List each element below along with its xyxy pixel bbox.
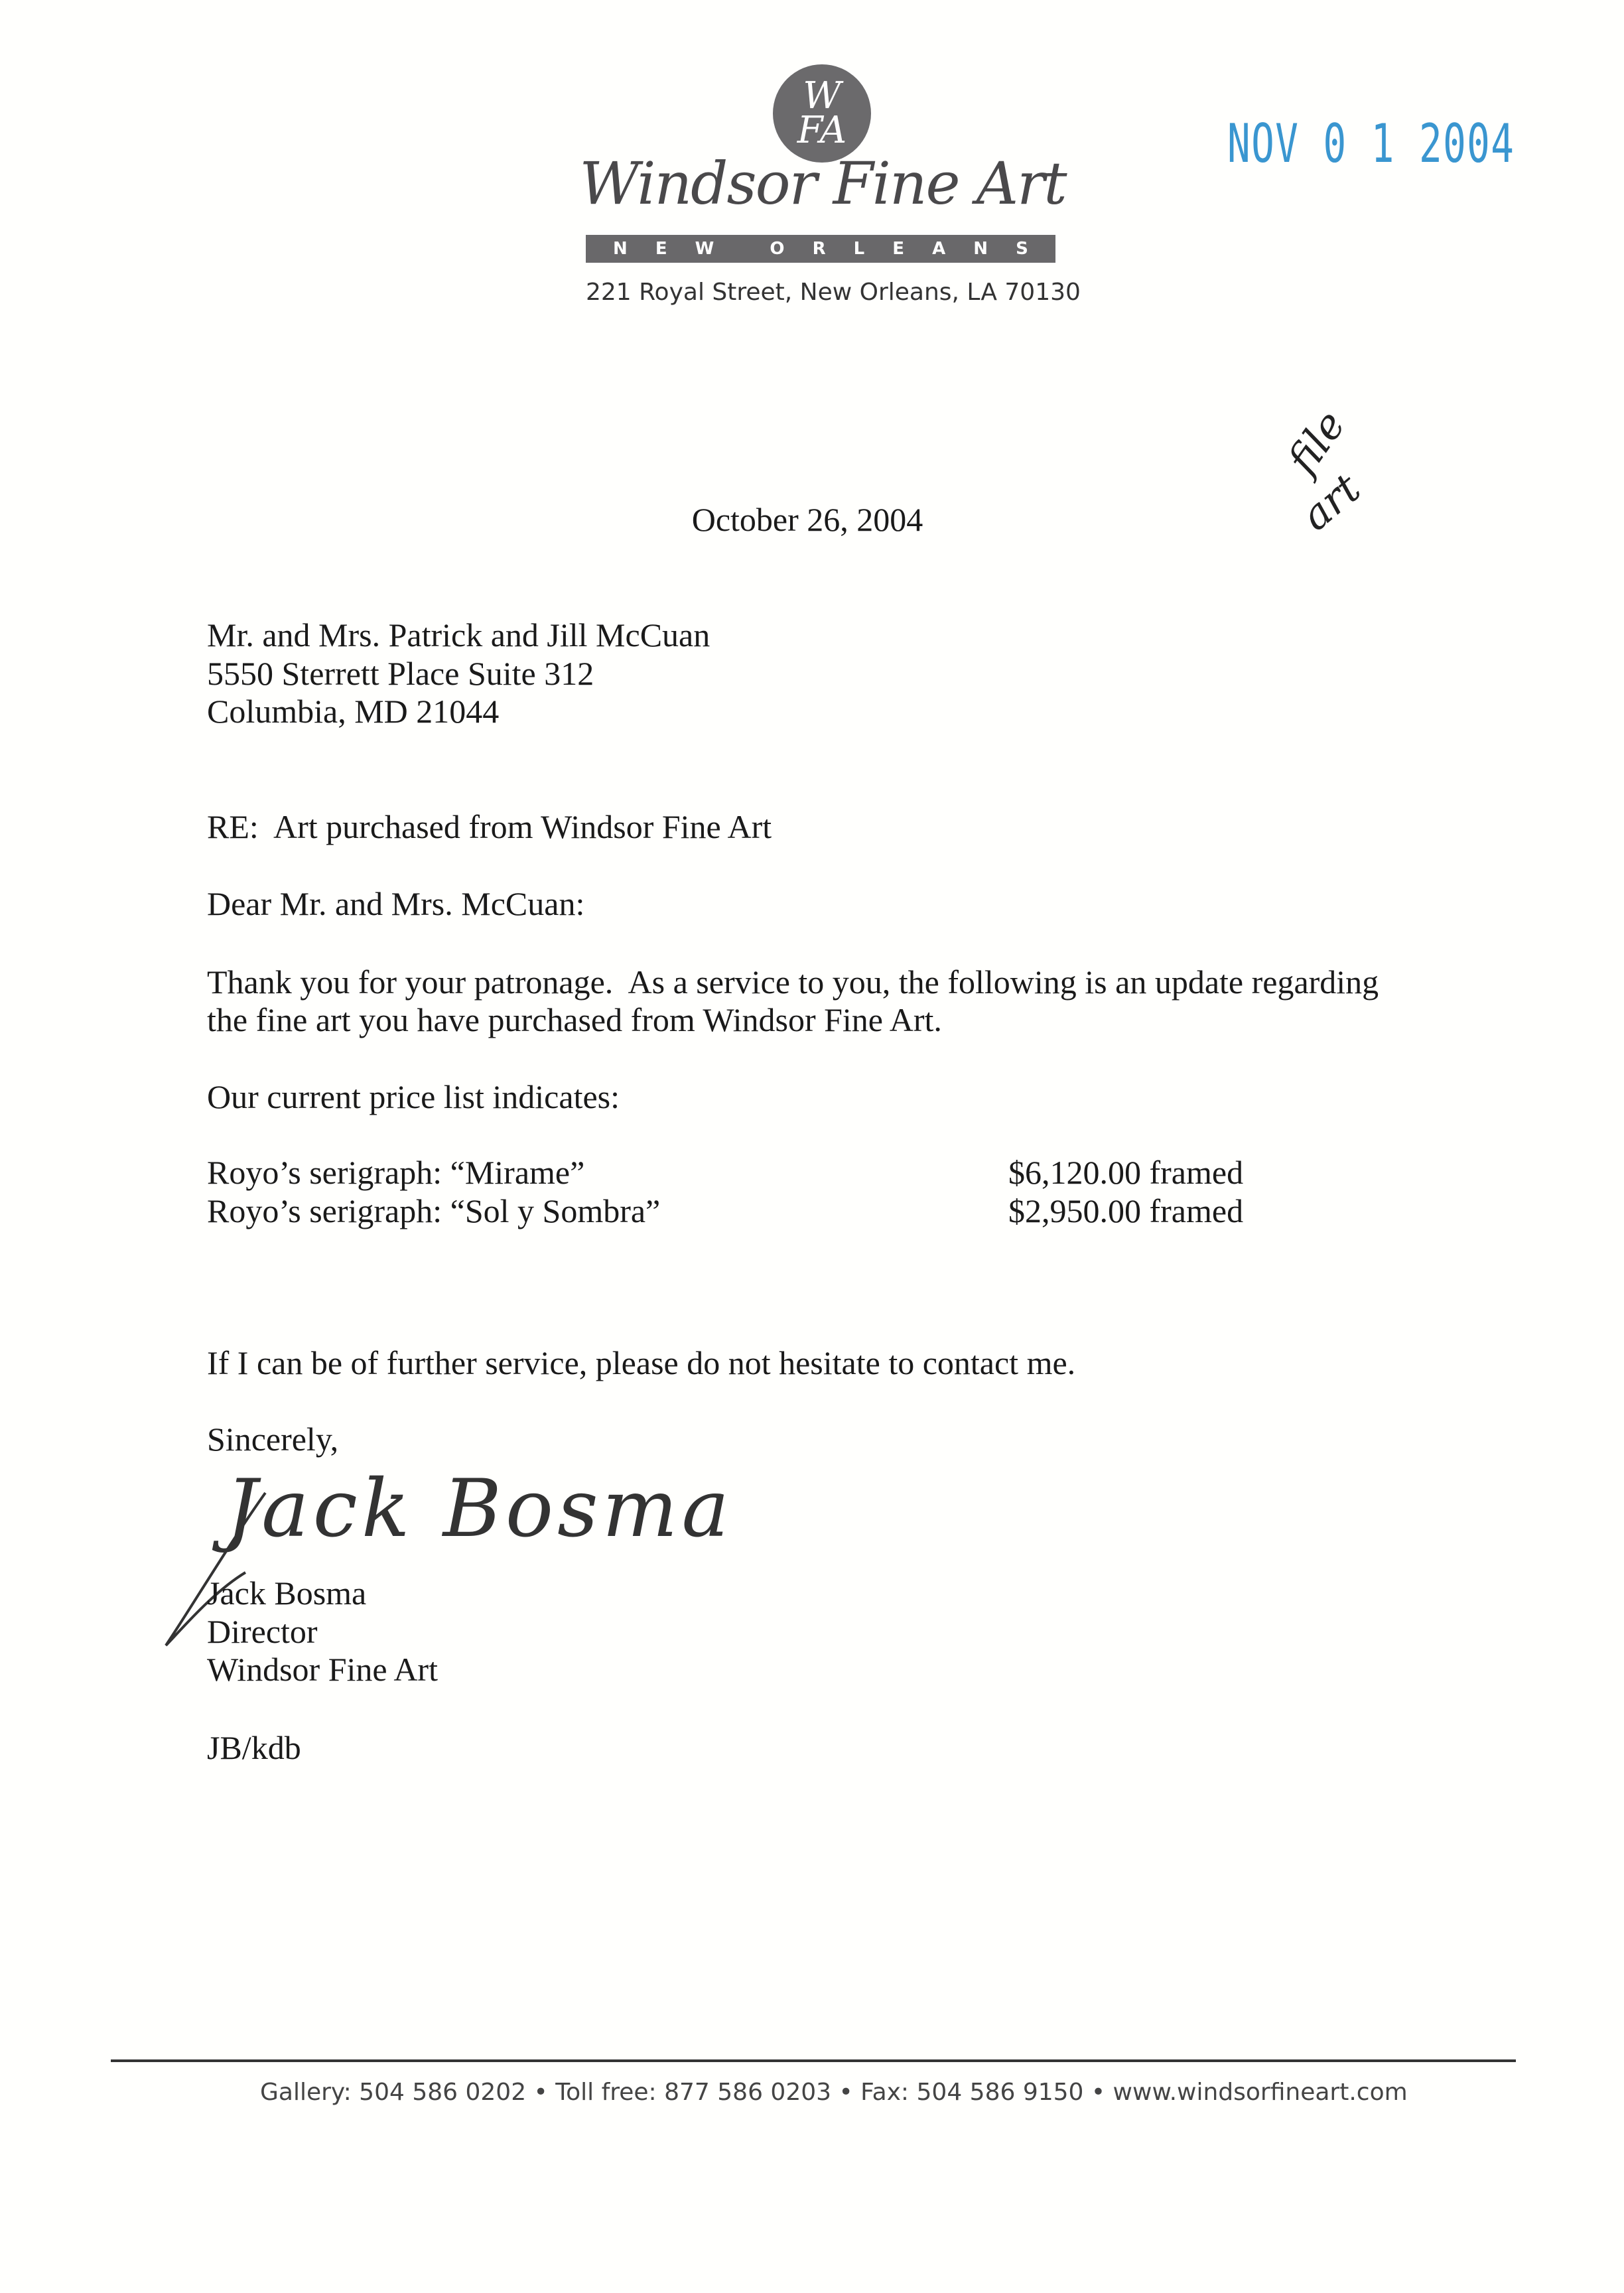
- footer-divider: [111, 2059, 1516, 2062]
- price-value: $6,120.00 framed: [1008, 1154, 1244, 1191]
- body-line: Our current price list indicates:: [207, 1078, 620, 1115]
- band-letter: W: [695, 239, 714, 259]
- band-letter: O: [770, 239, 785, 259]
- body-line: If I can be of further service, please do not hesitate to contact me.: [207, 1344, 1076, 1381]
- band-letter: E: [892, 239, 905, 259]
- band-letter: E: [655, 239, 667, 259]
- closing: Sincerely,: [207, 1421, 339, 1458]
- received-date-stamp: NOV 0 1 2004: [1227, 113, 1515, 174]
- signer-company: Windsor Fine Art: [207, 1651, 438, 1688]
- band-letter: R: [812, 239, 826, 259]
- recipient-line: Mr. and Mrs. Patrick and Jill McCuan: [207, 616, 710, 654]
- footer-contact: Gallery: 504 586 0202 • Toll free: 877 586 0203 • Fax: 504 586 9150 • www.windsorfineart.com: [260, 2079, 1408, 2106]
- price-value: $2,950.00 framed: [1008, 1192, 1244, 1229]
- letterhead-address: 221 Royal Street, New Orleans, LA 70130: [586, 279, 1081, 306]
- subject-line: RE: Art purchased from Windsor Fine Art: [207, 808, 772, 845]
- handwritten-note-art: art: [1292, 464, 1370, 540]
- recipient-line: 5550 Sterrett Place Suite 312: [207, 655, 594, 692]
- price-item: Royo’s serigraph: “Sol y Sombra”: [207, 1192, 661, 1229]
- body-line: Thank you for your patronage. As a service to you, the following is an update regarding: [207, 963, 1379, 1001]
- reference-initials: JB/kdb: [207, 1729, 301, 1766]
- logo-monogram: W FA: [773, 64, 871, 163]
- logo-wordmark: Windsor Fine Art: [579, 149, 1066, 218]
- handwritten-note-file: file: [1277, 401, 1355, 483]
- salutation: Dear Mr. and Mrs. McCuan:: [207, 885, 585, 922]
- recipient-line: Columbia, MD 21044: [207, 693, 500, 730]
- letter-date: October 26, 2004: [691, 501, 923, 538]
- band-letter: S: [1016, 239, 1028, 259]
- band-letter: A: [932, 239, 946, 259]
- band-letter: N: [613, 239, 628, 259]
- handwritten-signature: Jack Bosma: [226, 1463, 734, 1555]
- signer-title: Director: [207, 1613, 318, 1650]
- body-line: the fine art you have purchased from Windsor Fine Art.: [207, 1001, 942, 1038]
- band-letter: L: [853, 239, 865, 259]
- price-item: Royo’s serigraph: “Mirame”: [207, 1154, 585, 1191]
- band-letter: N: [973, 239, 988, 259]
- logo-city-band: [586, 235, 1055, 263]
- signer-name: Jack Bosma: [207, 1574, 367, 1612]
